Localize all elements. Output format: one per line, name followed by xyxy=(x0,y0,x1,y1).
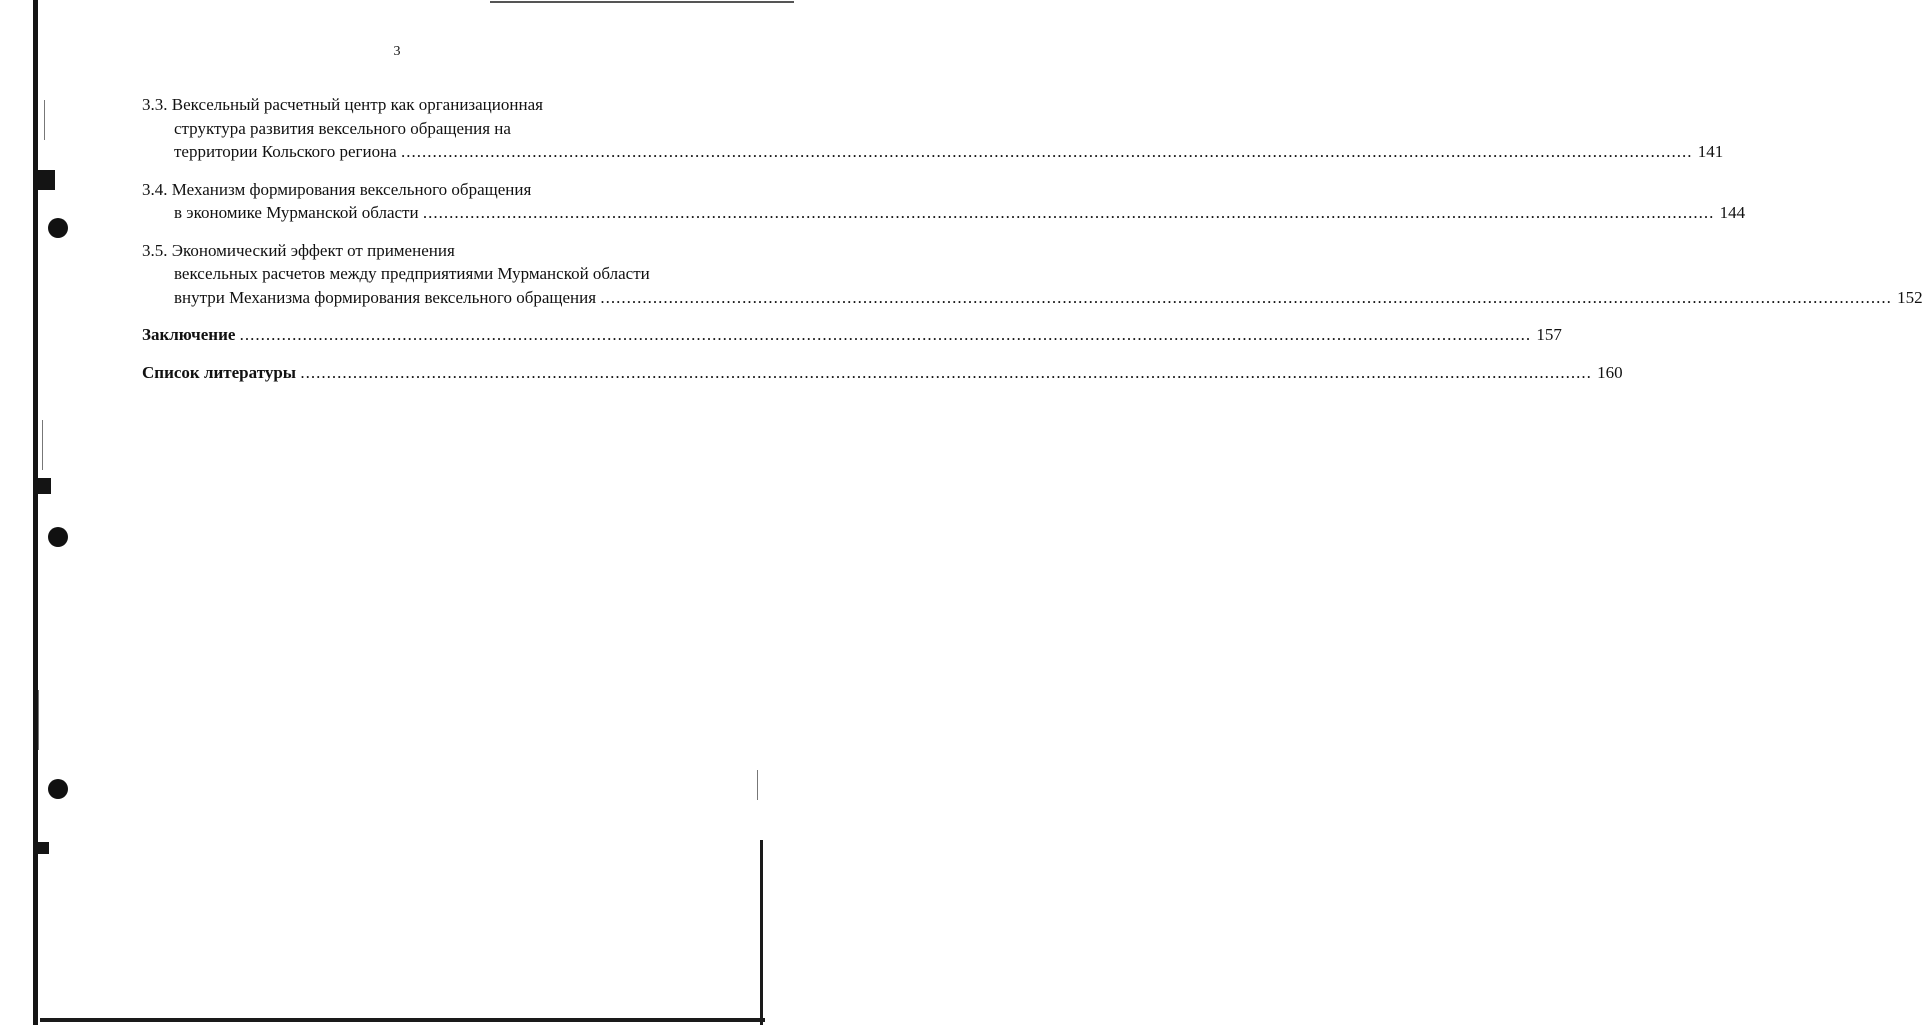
toc-entry-last-line xyxy=(142,201,1746,225)
toc-entry-line: 3.3. Вексельный расчетный центр как организационная xyxy=(142,95,543,114)
toc-entry-line: вексельных расчетов между предприятиями Мурманской области xyxy=(174,264,650,283)
scan-left-edge xyxy=(33,0,38,1025)
scan-right-edge xyxy=(760,840,763,1025)
dot-leader xyxy=(600,288,1892,307)
scan-dust xyxy=(38,690,39,750)
scan-dust xyxy=(42,420,43,470)
toc-entry-line: в экономике Мурманской области xyxy=(174,203,419,222)
dot-leader xyxy=(401,142,1693,161)
toc-entry-line: структура развития вексельного обращения на xyxy=(174,118,511,138)
toc-entry-line: 3.5. Экономический эффект от применения xyxy=(142,240,455,260)
toc-entry-line: 3.4. Механизм формирования вексельного обращения xyxy=(142,179,532,199)
toc-entry-3-5[interactable] xyxy=(142,239,1923,310)
scan-bottom-edge xyxy=(40,1018,765,1022)
toc-entry-title: Заключение xyxy=(142,325,236,344)
toc-page-number: 144 xyxy=(1719,203,1746,222)
toc-entry-last-line xyxy=(142,323,1562,347)
scan-left-mark xyxy=(33,842,49,854)
toc-entry-3-4[interactable] xyxy=(142,178,1746,225)
scan-dust xyxy=(44,100,45,140)
table-of-contents xyxy=(142,93,1923,398)
scan-dust xyxy=(757,770,758,800)
toc-entry-line: внутри Механизма формирования вексельного обращения xyxy=(174,287,597,307)
toc-entry-conclusion[interactable] xyxy=(142,323,1562,347)
scan-left-mark xyxy=(33,478,51,494)
scan-top-edge xyxy=(490,1,794,3)
toc-page-number: 157 xyxy=(1536,325,1562,344)
toc-entry-last-line xyxy=(142,361,1623,385)
dot-leader xyxy=(300,363,1592,382)
toc-entry-last-line xyxy=(142,286,1923,310)
dot-leader xyxy=(423,203,1715,222)
punch-hole-bottom xyxy=(48,779,68,799)
toc-page-number: 141 xyxy=(1697,142,1724,161)
toc-page-number: 160 xyxy=(1597,362,1623,382)
toc-entry-3-3[interactable] xyxy=(142,93,1724,164)
toc-entry-title: Список литературы xyxy=(142,362,297,382)
scan-left-mark xyxy=(33,170,55,190)
punch-hole-top xyxy=(48,218,68,238)
toc-entry-last-line xyxy=(142,140,1724,164)
page-number: 3 xyxy=(393,44,401,59)
toc-entry-line: территории Кольского региона xyxy=(174,142,397,161)
punch-hole-middle xyxy=(48,527,68,547)
dot-leader xyxy=(240,325,1532,344)
toc-page-number: 152 xyxy=(1897,287,1923,307)
toc-entry-bibliography[interactable] xyxy=(142,361,1623,385)
